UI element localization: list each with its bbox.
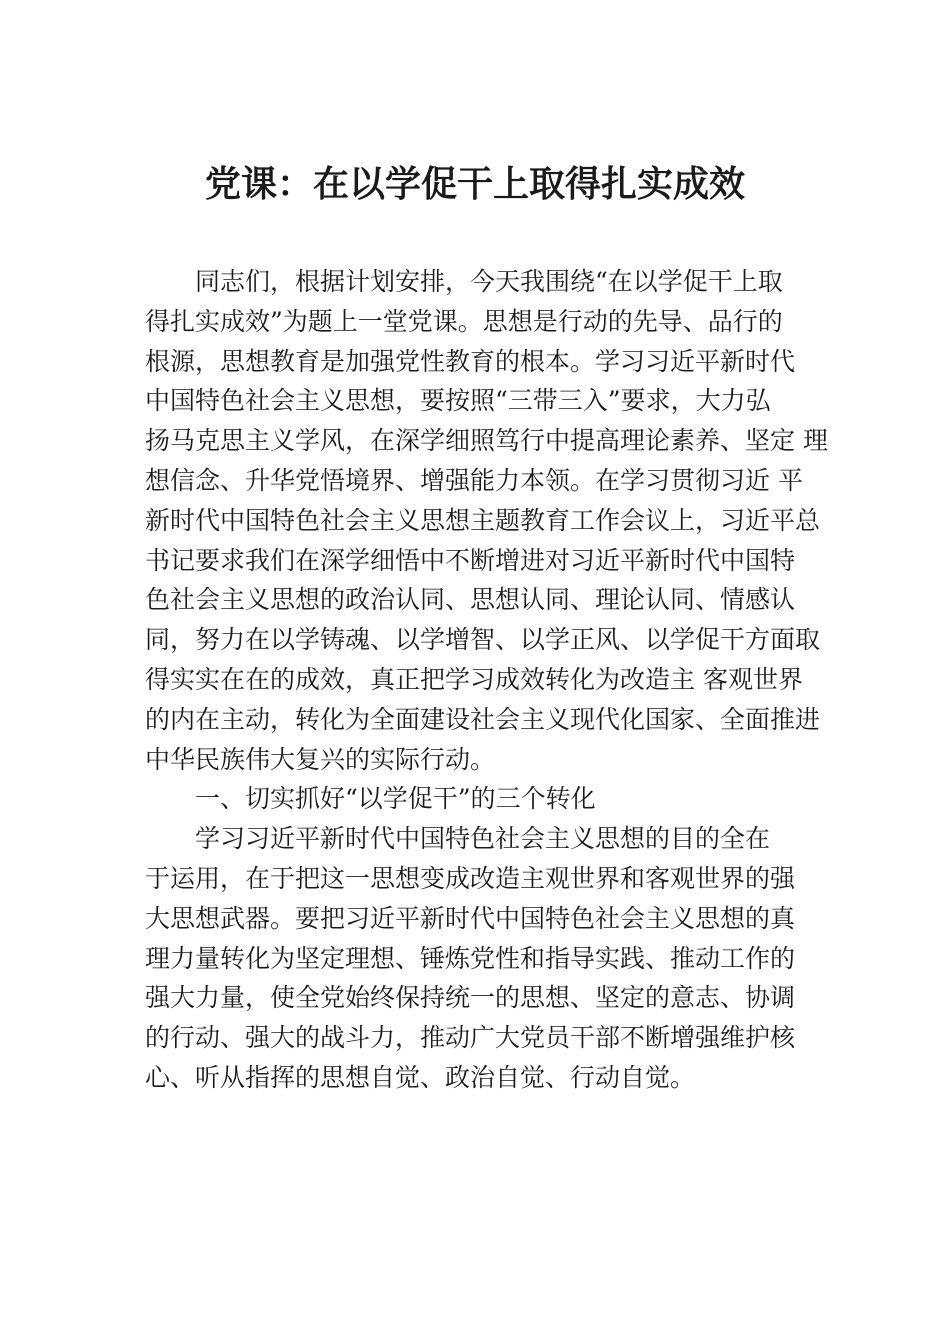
document-body (145, 262, 835, 1098)
text-line: 新时代中国特色社会主义思想主题教育工作会议上，习近平总 (145, 505, 821, 535)
text-line: 一、切实抓好“以学促干”的三个转化 (195, 784, 596, 814)
text-line: 同志们，根据计划安排，今天我围绕“在以学促干上取 (195, 267, 783, 296)
text-line: 中华民族伟大复兴的实际行动。 (145, 744, 496, 774)
text-line: 大思想武器。要把习近平新时代中国特色社会主义思想的真 (145, 903, 796, 933)
text-line: 得扎实成效”为题上一堂党课。思想是行动的先导、品行的 (145, 306, 783, 336)
text-line: 学习习近平新时代中国特色社会主义思想的目的全在 (195, 824, 771, 854)
text-line: 同，努力在以学铸魂、以学增智、以学正风、以学促干方面取 (145, 625, 821, 655)
text-line: 扬马克思主义学风，在深学细照笃行中提高理论素养、坚定 理 (145, 426, 828, 456)
text-line: 强大力量，使全党始终保持统一的思想、坚定的意志、协调 (145, 983, 796, 1013)
text-line: 心、听从指挥的思想自觉、政治自觉、行动自觉。 (145, 1062, 696, 1092)
text-line: 的内在主动，转化为全面建设社会主义现代化国家、全面推进 (145, 704, 821, 734)
document-title: 党课：在以学促干上取得扎实成效 (204, 163, 745, 205)
text-line: 中国特色社会主义思想，要按照“三带三入”要求，大力弘 (145, 386, 771, 416)
text-line: 得实实在在的成效，真正把学习成效转化为改造主 客观世界 (145, 664, 803, 694)
text-line: 理力量转化为坚定理想、锤炼党性和指导实践、推动工作的 (145, 943, 796, 973)
text-line: 书记要求我们在深学细悟中不断增进对习近平新时代中国特 (145, 545, 796, 575)
text-line: 色社会主义思想的政治认同、思想认同、理论认同、情感认 (145, 585, 796, 615)
text-line: 想信念、升华党悟境界、增强能力本领。在学习贯彻习近 平 (145, 465, 803, 495)
text-line: 根源，思想教育是加强党性教育的根本。学习习近平新时代 (145, 346, 796, 376)
text-line: 于运用，在于把这一思想变成改造主观世界和客观世界的强 (145, 863, 796, 893)
text-line: 的行动、强大的战斗力，推动广大党员干部不断增强维护核 (145, 1023, 796, 1053)
